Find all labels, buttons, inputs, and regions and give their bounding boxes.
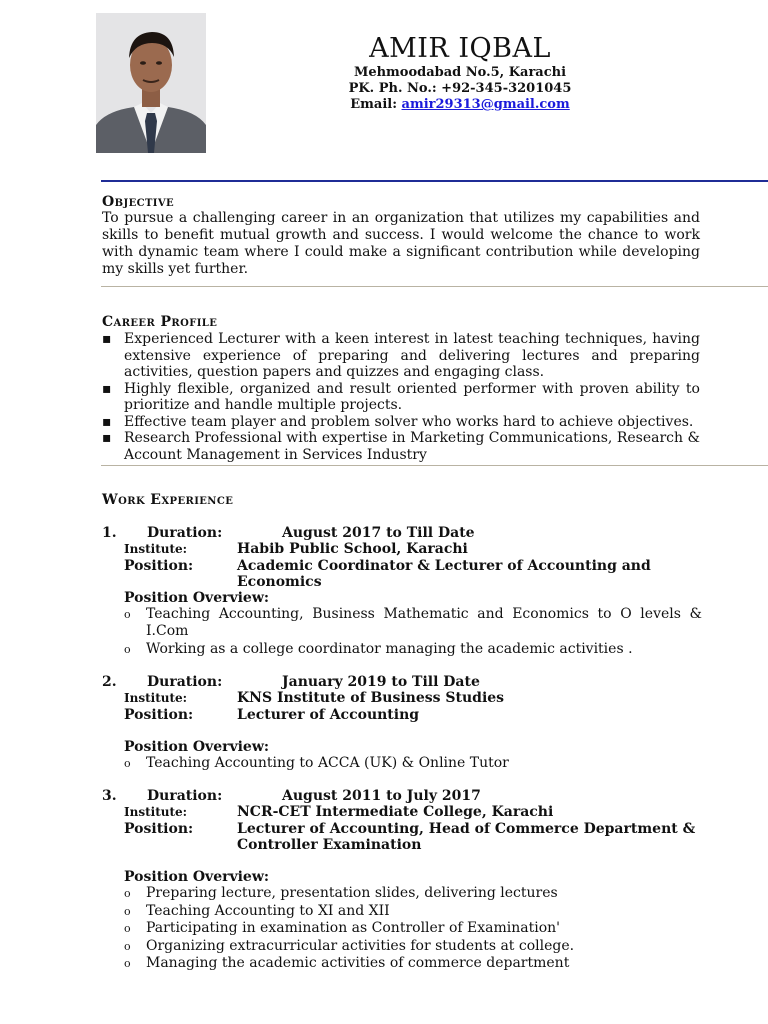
position-overview-label: Position Overview:: [124, 869, 270, 886]
address: Mehmoodabad No.5, Karachi: [353, 65, 567, 80]
list-item: o Teaching Accounting to XI and XII: [124, 903, 702, 921]
job-duration-row: [102, 674, 702, 690]
position-label: Position:: [124, 820, 194, 837]
duration-label: Duration:: [147, 674, 223, 690]
position-overview-label: Position Overview:: [124, 589, 270, 606]
job-duration-row: [102, 788, 702, 804]
position-overview-list: [102, 606, 702, 659]
job-position: Academic Coordinator & Lecturer of Accounting and Economics: [237, 557, 651, 590]
list-item: ▪ Research Professional with expertise in Marketing Communications, Research & Account Management in Services Industry: [102, 430, 700, 463]
job-institute-row: [102, 690, 702, 706]
job-position: Lecturer of Accounting, Head of Commerce Department &: [237, 820, 696, 837]
objective-heading: Objective: [102, 194, 175, 210]
position-overview-label: Position Overview:: [124, 738, 270, 755]
job-position: Lecturer of Accounting: [237, 706, 420, 723]
job-institute: KNS Institute of Business Studies: [237, 690, 505, 707]
position-label: Position:: [124, 557, 194, 574]
institute-label: Institute:: [124, 805, 188, 820]
duration-label: Duration:: [147, 788, 223, 804]
profile-photo: [96, 13, 206, 153]
job-duration-row: [102, 525, 702, 541]
job-number: 3.: [102, 788, 117, 804]
list-item: ▪ Effective team player and problem solver who works hard to achieve objectives.: [102, 414, 700, 431]
career-profile-list: [102, 331, 700, 463]
career-profile-heading: Career Profile: [102, 314, 218, 330]
job-position-continued: Controller Examination: [237, 836, 422, 853]
resume-header: [300, 33, 620, 113]
email-link[interactable]: amir29313@gmail.com: [401, 97, 570, 112]
job-entry: [102, 788, 702, 973]
institute-label: Institute:: [124, 542, 188, 557]
section-divider: [101, 465, 768, 466]
email-label: Email:: [350, 97, 397, 112]
list-item: o Organizing extracurricular activities for students at college.: [124, 938, 702, 956]
job-number: 2.: [102, 674, 117, 690]
job-entry: [102, 674, 702, 772]
job-duration: August 2011 to July 2017: [282, 788, 481, 804]
job-number: 1.: [102, 525, 117, 541]
list-item: o Managing the academic activities of commerce department: [124, 955, 702, 973]
email-line: [300, 97, 620, 113]
job-duration: January 2019 to Till Date: [282, 674, 480, 690]
position-overview-list: [102, 755, 702, 773]
job-duration: August 2017 to Till Date: [282, 525, 475, 541]
job-institute: Habib Public School, Karachi: [237, 541, 468, 558]
list-item: o Teaching Accounting to ACCA (UK) & Online Tutor: [124, 755, 702, 773]
job-institute: NCR-CET Intermediate College, Karachi: [237, 804, 554, 821]
objective-text: To pursue a challenging career in an organization that utilizes my capabilities and skills to benefit mutual growth and success. I would welcome the chance to work with dynamic team where I could make a significant contribution while developing my skills yet further.: [102, 210, 700, 277]
job-position-row: [102, 821, 702, 837]
phone-number: PK. Ph. No.: +92-345-3201045: [348, 81, 572, 96]
job-position-continued-row: [102, 837, 702, 853]
list-item: o Teaching Accounting, Business Mathematic and Economics to O levels & I.Com: [124, 606, 702, 641]
job-institute-row: [102, 804, 702, 820]
position-label: Position:: [124, 706, 194, 723]
job-position-row: [102, 557, 702, 590]
position-overview-list: [102, 885, 702, 973]
portrait-image: [96, 13, 206, 153]
list-item: o Preparing lecture, presentation slides, delivering lectures: [124, 885, 702, 903]
job-institute-row: [102, 541, 702, 557]
institute-label: Institute:: [124, 691, 188, 706]
list-item: o Participating in examination as Controller of Examination': [124, 920, 702, 938]
candidate-name: AMIR IQBAL: [369, 33, 551, 64]
job-position-row: [102, 707, 702, 723]
header-divider: [101, 180, 768, 182]
job-entry: [102, 525, 702, 658]
list-item: o Working as a college coordinator managing the academic activities .: [124, 641, 702, 659]
list-item: ▪ Experienced Lecturer with a keen interest in latest teaching techniques, having extensive experience of preparing and delivering lectures and preparing activities, question papers and quizzes and engaging class.: [102, 331, 700, 381]
duration-label: Duration:: [147, 525, 223, 541]
work-experience-heading: Work Experience: [102, 492, 234, 508]
list-item: ▪ Highly flexible, organized and result oriented performer with proven ability to prioritize and handle multiple projects.: [102, 381, 700, 414]
section-divider: [101, 286, 768, 287]
